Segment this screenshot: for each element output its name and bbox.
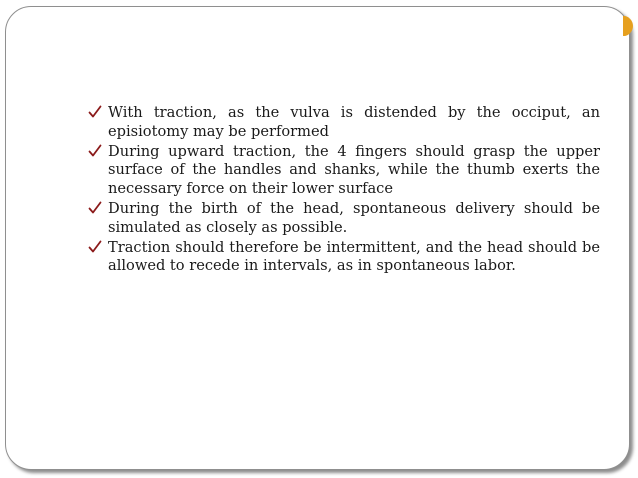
corner-accent (623, 16, 633, 36)
bullet-text: Traction should therefore be intermittent, and the head should be allowed to recede in intervals, as in spontaneous labor. (108, 238, 600, 275)
bullet-text: During the birth of the head, spontaneous delivery should be simulated as closely as possible. (108, 199, 600, 236)
bullet-list (88, 104, 600, 277)
bullet-item-1 (88, 104, 600, 141)
bullet-item-4 (88, 239, 600, 276)
check-icon (88, 201, 102, 215)
check-icon (88, 105, 102, 119)
bullet-text: With traction, as the vulva is distended by the occiput, an episiotomy may be performed (108, 104, 600, 140)
bullet-item-2 (88, 143, 600, 199)
check-icon (88, 240, 102, 254)
check-icon (88, 144, 102, 158)
bullet-text: During upward traction, the 4 fingers should grasp the upper surface of the handles and shanks, while the thumb exerts the necessary force on their lower surface (108, 142, 600, 197)
bullet-item-3 (88, 200, 600, 237)
